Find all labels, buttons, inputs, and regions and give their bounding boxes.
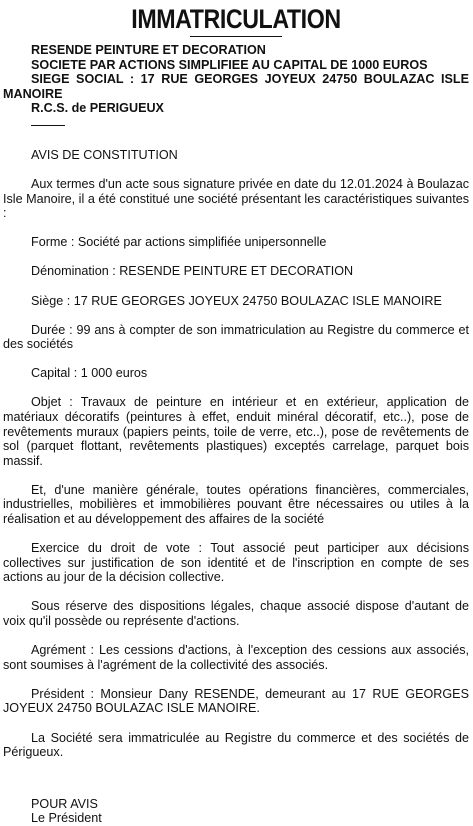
duree-paragraph: Durée : 99 ans à compter de son immatriculation au Registre du commerce et des sociétés (3, 322, 469, 352)
president-paragraph: Président : Monsieur Dany RESENDE, demeurant au 17 RUE GEORGES JOYEUX 24750 BOULAZAC ISLE MANOIRE. (3, 686, 469, 716)
siege-paragraph: Siège : 17 RUE GEORGES JOYEUX 24750 BOULAZAC ISLE MANOIRE (31, 293, 442, 308)
immatriculation-paragraph: La Société sera immatriculée au Registre du commerce et des sociétés de Périgueux. (3, 730, 469, 760)
reserve-paragraph: Sous réserve des dispositions légales, chaque associé dispose d'autant de voix qu'il possède ou représente d'actions. (3, 599, 469, 629)
agrement-paragraph: Agrément : Les cessions d'actions, à l'exception des cessions aux associés, sont soumises à l'agrément de la collectivité des associés. (3, 643, 469, 672)
objet-paragraph: Objet : Travaux de peinture en intérieur et en extérieur, application de matériaux décoratifs (peintures à effet, enduit minéral décoratif, etc..), pose de revêtements muraux (papiers peints, toile de verre, etc..), pose de revêtements de sol (parquet flottant, revêtements plastiques) exceptés carrelage, parquet bois massif. (3, 395, 469, 468)
signature-line-pour-avis: POUR AVIS (31, 796, 98, 811)
company-name: RESENDE PEINTURE ET DECORATION (31, 43, 266, 57)
denomination-paragraph: Dénomination : RESENDE PEINTURE ET DECORATION (31, 264, 354, 279)
company-header (3, 43, 469, 116)
notice-title: IMMATRICULATION (131, 4, 341, 34)
header-separator (31, 125, 65, 126)
company-seat: SIEGE SOCIAL : 17 RUE GEORGES JOYEUX 24750 BOULAZAC ISLE MANOIRE (3, 72, 469, 101)
general-paragraph: Et, d'une manière générale, toutes opérations financières, commerciales, industrielles, mobilières et immobilières pouvant être nécessaires ou utiles à la réalisation et au développement des affaires de la société (3, 482, 469, 527)
capital-paragraph: Capital : 1 000 euros (31, 366, 148, 381)
company-rcs: R.C.S. de PERIGUEUX (31, 101, 164, 116)
company-form-capital: SOCIETE PAR ACTIONS SIMPLIFIEE AU CAPITAL DE 1000 EUROS (31, 57, 428, 72)
intro-paragraph: Aux termes d'un acte sous signature privée en date du 12.01.2024 à Boulazac Isle Manoire, il a été constitué une société présentant les caractéristiques suivantes : (3, 177, 469, 221)
notice-heading: AVIS DE CONSTITUTION (31, 147, 178, 162)
signature-line-president: Le Président (31, 811, 102, 826)
title-underline (190, 36, 282, 37)
vote-paragraph: Exercice du droit de vote : Tout associé peut participer aux décisions collectives sur justification de son identité et de l'inscription en compte de ses actions au jour de la décision collective. (3, 541, 469, 585)
forme-paragraph: Forme : Société par actions simplifiée unipersonnelle (31, 235, 327, 250)
signature-block (3, 797, 469, 826)
